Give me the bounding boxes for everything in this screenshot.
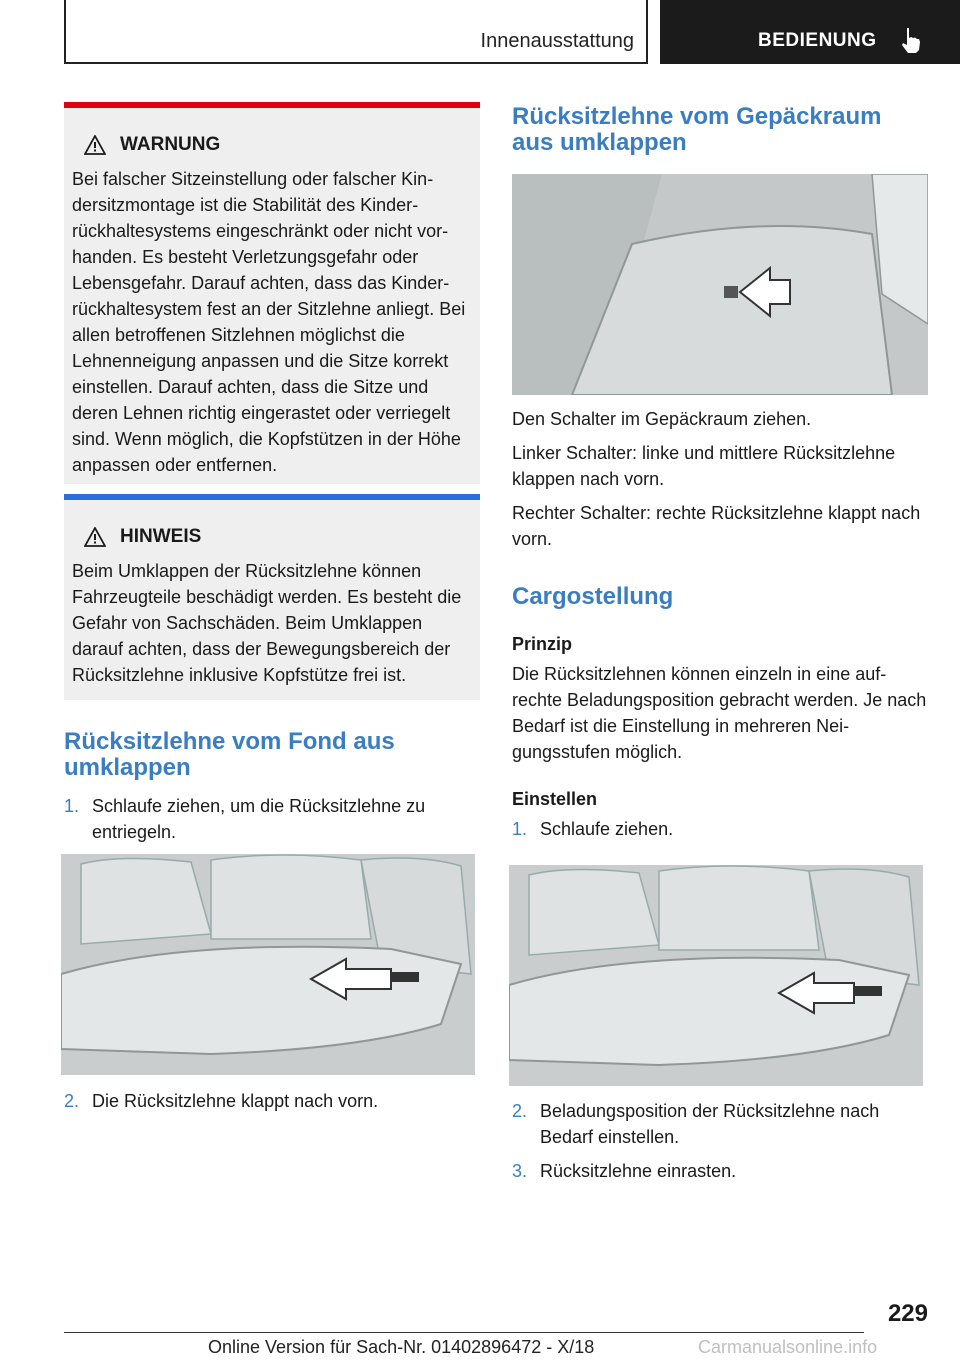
- fond-step-2-wrap: [64, 1088, 480, 1114]
- caution-triangle-icon: [84, 527, 106, 547]
- header-section-tab: [64, 0, 648, 64]
- section-title: Innenausstattung: [480, 30, 634, 52]
- photo-rear-seat-loop-2: [509, 865, 923, 1086]
- principle-label: Prinzip: [512, 634, 573, 654]
- photo-rear-seat-loop: [61, 854, 475, 1075]
- warning-box: [64, 102, 480, 484]
- fond-step-2: [64, 1088, 480, 1114]
- step-number: 1.: [64, 796, 80, 816]
- watermark: Carmanualsonline.info: [698, 1337, 878, 1357]
- warning-text: Bei falscher Sitzeinstellung oder falscher Kindersitzmontage ist die Stabilität des Kinderrückhaltesystems eingeschränkt oder nicht vorhanden. Es besteht Verletzungsgefahr oder Lebensgefahr. Darauf achten, dass das Kinderrückhaltesystem fest an der Sitzlehne anliegt. Bei allen betroffenen Sitzlehnen möglichst die Lehnenneigung anpassen und die Sitze korrekt einstellen. Darauf achten, dass die Sitze und deren Lehnen richtig eingerastet oder verriegelt sind. Wenn möglich, die Kopfstützen in der Höhe anpassen oder entfernen.: [72, 169, 466, 475]
- fond-section: [64, 729, 480, 845]
- cargo-room-text: [512, 406, 928, 552]
- cargo-steps-cont: [512, 1098, 928, 1184]
- cargo-step-1: [512, 816, 928, 842]
- fond-heading: Rücksitzlehne vom Fond aus umklappen: [64, 728, 395, 781]
- cargo-room-paragraph-2: Linker Schalter: linke und mittlere Rücksitzlehne klappen nach vorn.: [512, 443, 896, 489]
- step-text: Rücksitzlehne einrasten.: [540, 1161, 737, 1181]
- principle-text: Die Rücksitzlehnen können einzeln in eine aufrechte Beladungsposition gebracht werden. Je nach Bedarf ist die Einstellung in mehreren Neigungsstufen möglich.: [512, 664, 927, 762]
- online-version-text: Online Version für Sach-Nr. 01402896472 - X/18: [208, 1337, 595, 1357]
- fond-step-1: [64, 793, 480, 845]
- header-chapter-tab: [660, 0, 960, 64]
- photo-cargo-room-switch: [512, 174, 928, 395]
- cargo-room-heading: Rücksitzlehne vom Gepäckraum aus umklappen: [512, 103, 882, 156]
- hand-pointer-icon: [898, 26, 924, 59]
- cargo-step-3: [512, 1158, 928, 1184]
- warning-title-text: WARNUNG: [120, 134, 221, 155]
- footer-divider: [64, 1332, 864, 1333]
- step-number: 2.: [512, 1101, 528, 1121]
- cargo-room-paragraph-1: Den Schalter im Gepäckraum ziehen.: [512, 409, 812, 429]
- notice-text: Beim Umklappen der Rücksitzlehne können Fahrzeugteile beschädigt werden. Es besteht die Gefahr von Sachschäden. Beim Umklappen darauf achten, dass der Bewegungsbereich der Rücksitzlehne inklusive Kopfstütze frei ist.: [72, 561, 462, 685]
- notice-box: [64, 494, 480, 700]
- step-text: Schlaufe ziehen.: [540, 819, 674, 839]
- warning-triangle-icon: [84, 135, 106, 155]
- step-number: 2.: [64, 1091, 80, 1111]
- warning-title: [84, 134, 472, 156]
- cargo-room-paragraph-3: Rechter Schalter: rechte Rücksitzlehne klappt nach vorn.: [512, 503, 921, 549]
- step-number: 1.: [512, 819, 528, 839]
- notice-title: [84, 526, 472, 548]
- cargo-step-2: [512, 1098, 928, 1150]
- step-text: Die Rücksitzlehne klappt nach vorn.: [92, 1091, 379, 1111]
- page-number: 229: [887, 1300, 928, 1327]
- notice-bar: [64, 494, 480, 500]
- step-text: Schlaufe ziehen, um die Rücksitzlehne zu entriegeln.: [92, 796, 426, 842]
- adjust-label: Einstellen: [512, 789, 598, 809]
- chapter-title: BEDIENUNG: [758, 30, 877, 51]
- step-number: 3.: [512, 1161, 528, 1181]
- step-text: Beladungsposition der Rücksitzlehne nach Bedarf einstellen.: [540, 1101, 880, 1147]
- cargostellung-heading: Cargostellung: [512, 583, 674, 610]
- cargo-room-section: [512, 104, 928, 156]
- warning-bar: [64, 102, 480, 108]
- notice-title-text: HINWEIS: [120, 526, 202, 547]
- cargostellung-section: [512, 584, 928, 842]
